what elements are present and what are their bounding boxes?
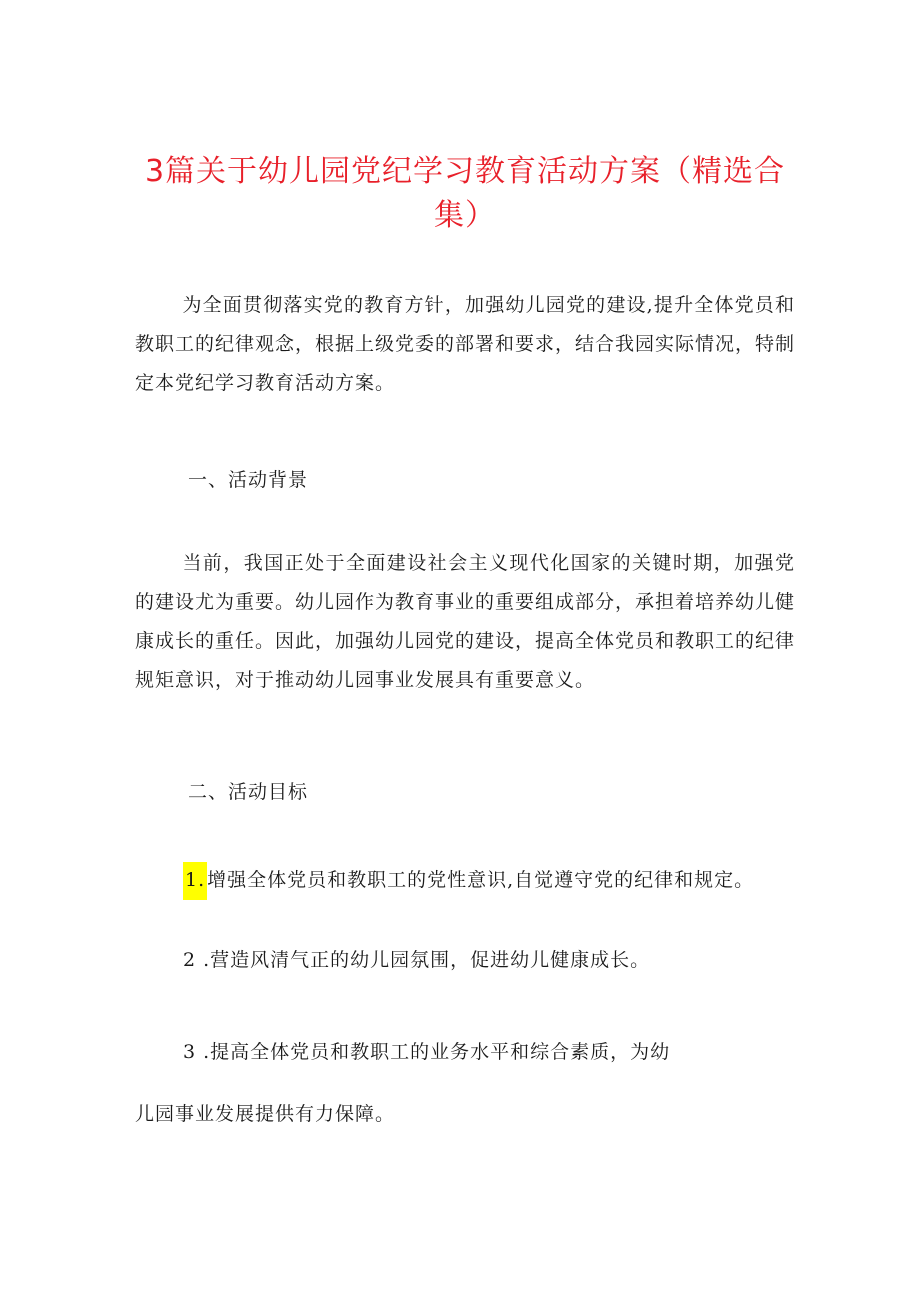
goal-item-3-text: 提高全体党员和教职工的业务水平和综合素质，为幼 bbox=[210, 1041, 671, 1063]
intro-paragraph: 为全面贯彻落实党的教育方针，加强幼儿园党的建设,提升全体党员和教职工的纪律观念，根据上级党委的部署和要求，结合我园实际情况，特制定本党纪学习教育活动方案。 bbox=[135, 294, 796, 394]
goal-item-2-number: 2 . bbox=[183, 949, 211, 971]
section-heading-goals: 二、活动目标 bbox=[188, 781, 309, 803]
document-title: 3篇关于幼儿园党纪学习教育活动方案（精选合集） bbox=[144, 154, 786, 233]
goal-item-2-text: 营造风清气正的幼儿园氛围，促进幼儿健康成长。 bbox=[210, 949, 651, 971]
goal-item-3 bbox=[183, 1038, 670, 1066]
goal-item-1 bbox=[183, 862, 754, 900]
goal-item-1-text: 增强全体党员和教职工的党性意识,自觉遵守党的纪律和规定。 bbox=[207, 869, 755, 891]
goal-item-1-number: 1. bbox=[183, 862, 207, 900]
goal-item-2 bbox=[183, 946, 650, 974]
goal-item-3-continuation: 儿园事业发展提供有力保障。 bbox=[135, 1103, 396, 1125]
section-heading-background: 一、活动背景 bbox=[188, 469, 309, 491]
background-paragraph: 当前，我国正处于全面建设社会主义现代化国家的关键时期，加强党的建设尤为重要。幼儿园作为教育事业的重要组成部分，承担着培养幼儿健康成长的重任。因此，加强幼儿园党的建设，提高全体党员和教职工的纪律规矩意识，对于推动幼儿园事业发展具有重要意义。 bbox=[135, 552, 796, 691]
goal-item-3-number: 3 . bbox=[183, 1041, 211, 1063]
